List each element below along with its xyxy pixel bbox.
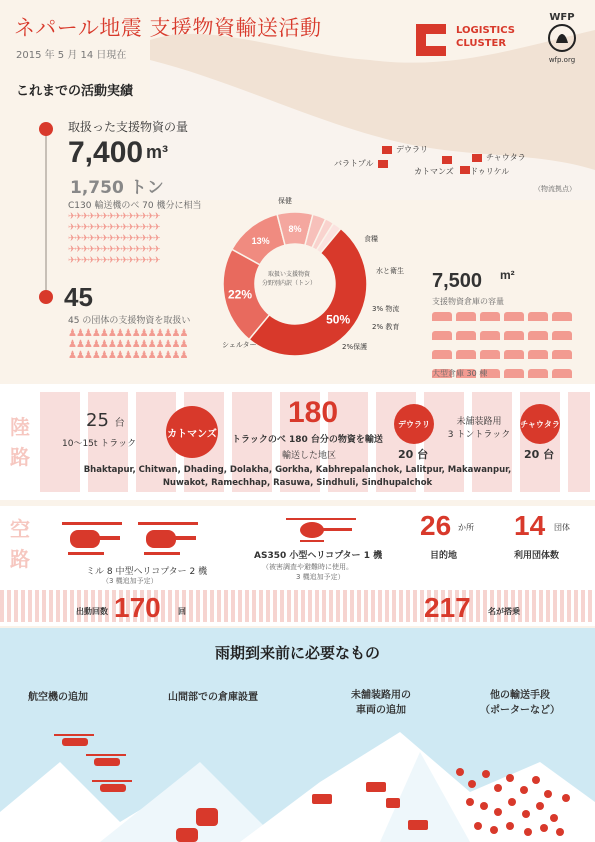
land-big-desc: トラックのべ 180 台分の物資を輸送: [232, 435, 383, 445]
porter-icon: [468, 780, 476, 788]
city-kathmandu: カトマンズ: [414, 167, 454, 176]
need-porters-line-1: 他の輸送手段: [490, 690, 550, 701]
porter-icon: [456, 768, 464, 776]
donut-center-label: [257, 270, 321, 288]
warehouse-grid-icon: [480, 312, 500, 321]
warehouse-grid-icon: [552, 331, 572, 340]
land-char-2: 路: [10, 445, 30, 469]
volume-value: 7,400: [68, 136, 144, 169]
air-char-2: 路: [10, 547, 30, 571]
needs-heading: 雨期到来前に必要なもの: [214, 644, 380, 662]
donut-cat-logistics: [372, 304, 399, 314]
timeline-line: [45, 130, 47, 290]
warehouse-grid-icon: [552, 350, 572, 359]
warehouse-icon: [378, 160, 388, 168]
unpaved-line-2: 3 トントラック: [447, 430, 511, 440]
air-char-1: 空: [10, 517, 30, 541]
volume-unit: m³: [146, 142, 168, 162]
timeline-dot-1: [39, 122, 53, 136]
warehouse-grid-icon: [504, 350, 524, 359]
warehouse-grid-icon: [480, 331, 500, 340]
porter-icon: [508, 798, 516, 806]
dest-label: 目的地: [430, 551, 458, 561]
need-porters-line-2: （ポーターなど）: [480, 705, 560, 716]
warehouse-grid-icon: [432, 331, 452, 340]
porter-icon: [550, 814, 558, 822]
logistics-cluster-icon: [408, 16, 454, 62]
chautara-count: 20 台: [524, 448, 555, 461]
districts-label: 輸送した地区: [282, 451, 337, 461]
air-section: [0, 506, 595, 626]
porter-icon: [544, 790, 552, 798]
warehouse-grid-icon: [552, 369, 572, 378]
warehouse-grid-icon: [480, 350, 500, 359]
warehouse-grid-icon: [504, 369, 524, 378]
date-label: 2015 年 5 月 14 日現在: [16, 50, 127, 61]
land-big-number: 180: [288, 396, 339, 429]
mi8-helicopter-icon: [62, 518, 202, 564]
flights-label: 出動回数: [76, 607, 108, 616]
wfp-logo: [540, 12, 584, 64]
logistics-cluster-text: [456, 24, 515, 50]
need-vehicles-line-2: 車両の追加: [356, 705, 406, 716]
orgs-label: 45 の団体の支援物資を取扱い: [68, 316, 191, 326]
porter-icon: [480, 802, 488, 810]
warehouse-grid-icon: [432, 350, 452, 359]
porter-icon: [494, 784, 502, 792]
chautara-badge: チャウタラ: [520, 404, 560, 444]
donut-cat-shelter: シェルター: [222, 341, 257, 349]
warehouse-unit: m²: [500, 268, 515, 282]
donut-cat-education: [372, 322, 399, 332]
warehouse-grid-icon: [456, 331, 476, 340]
warehouse-value: 7,500: [432, 270, 483, 292]
deurali-count: 20 台: [398, 448, 429, 461]
results-heading: これまでの活動実績: [16, 84, 134, 99]
donut-center-line-2: 分野別内訳（トン）: [261, 280, 316, 287]
warehouse-grid-icon: [432, 312, 452, 321]
warehouse-icon: [382, 146, 392, 154]
districts-line-1: Bhaktapur, Chitwan, Dhading, Dolakha, Gorkha, Kabhrepalanchok, Lalitpur, Makawanpur,: [83, 465, 512, 475]
warehouse-grid-icon: [528, 331, 548, 340]
dest-value: 26: [420, 510, 452, 541]
tons-value: 1,750 トン: [70, 178, 164, 198]
warehouse-grid-icon: [456, 350, 476, 359]
air-band-label: [10, 514, 30, 574]
donut-label-3: 8%: [288, 224, 302, 234]
warehouse-grid-icon: [528, 312, 548, 321]
porter-icon: [562, 794, 570, 802]
warehouse-grid-icon: [552, 312, 572, 321]
porter-icon: [490, 826, 498, 834]
porter-icon: [506, 822, 514, 830]
passengers-label: 名が搭乗: [488, 607, 520, 616]
kathmandu-badge: カトマンズ: [166, 406, 218, 458]
wfp-text: WFP: [549, 12, 575, 23]
needs-section: [0, 628, 595, 842]
porter-icon: [506, 774, 514, 782]
donut-label-1: 22%: [227, 287, 253, 302]
passengers-value: 217: [424, 592, 471, 623]
dest-unit: か所: [458, 523, 474, 532]
porter-icon: [474, 822, 482, 830]
warehouse-label: 支援物資倉庫の容量: [432, 297, 504, 306]
orgs-air-unit: 団体: [554, 523, 570, 532]
need-aircraft: 航空機の追加: [28, 692, 88, 703]
volume-label: 取扱った支援物資の量: [68, 120, 189, 134]
nepal-map: [150, 0, 595, 200]
donut-cat-protection: [342, 342, 367, 352]
trucks-desc: 10～15t トラック: [62, 439, 137, 449]
mi8-note: （3 機追加予定）: [102, 577, 158, 585]
orgs-air-value: 14: [514, 510, 546, 541]
warehouse-grid-icon: [528, 350, 548, 359]
donut-pct-logistics: 3%: [372, 305, 384, 313]
porter-icon: [524, 828, 532, 836]
logistics-cluster-logo: [408, 16, 454, 66]
orgs-value: 45: [64, 282, 93, 312]
land-band-label: [10, 412, 30, 472]
mountains-illustration: [0, 702, 595, 842]
warehouse-icon: [442, 156, 452, 164]
depot-legend: （物流拠点）: [534, 185, 576, 193]
flights-unit: 回: [178, 607, 186, 616]
warehouse-grid-icon: [504, 312, 524, 321]
porter-icon: [556, 828, 564, 836]
warehouse-grid-icon: [504, 331, 524, 340]
as350-note-2: 3 機追加予定）: [296, 573, 345, 581]
page-title: ネパール地震 支援物資輸送活動: [14, 16, 322, 40]
donut-cat-wash: 水と衛生: [376, 267, 404, 275]
timeline-dot-2: [39, 290, 53, 304]
donut-center-line-1: 取扱い支援物資: [267, 271, 310, 278]
donut-name-education: 教育: [385, 323, 400, 331]
wfp-url: wfp.org: [548, 56, 576, 64]
city-dhulikhel: ドゥリケル: [470, 167, 510, 176]
donut-label-2: 13%: [251, 235, 270, 246]
porter-icon: [522, 810, 530, 818]
warehouse-grid-icon: [456, 312, 476, 321]
org-people-icons: ♟♟♟♟♟♟♟♟♟♟♟♟♟♟♟ ♟♟♟♟♟♟♟♟♟♟♟♟♟♟♟ ♟♟♟♟♟♟♟♟♟♟♟♟♟♟♟: [68, 328, 188, 361]
donut-pct-protection: 2%: [342, 343, 354, 351]
orgs-air-label: 利用団体数: [514, 551, 560, 561]
unpaved-label: [444, 414, 514, 440]
c130-label: C130 輸送機のべ 70 機分に相当: [68, 201, 202, 211]
warehouse-icon: [472, 154, 482, 162]
mi8-label: ミル 8 中型ヘリコプター 2 機: [86, 567, 208, 577]
as350-helicopter-icon: [286, 516, 358, 546]
city-chautara: チャウタラ: [486, 153, 526, 162]
porter-icon: [532, 776, 540, 784]
logo-line-2: CLUSTER: [456, 38, 507, 49]
donut-pct-education: 2%: [372, 323, 384, 331]
donut-label-0: 50%: [326, 312, 351, 327]
donut-name-logistics: 物流: [385, 305, 400, 313]
warehouse-grid-icon: [528, 369, 548, 378]
porter-icon: [466, 798, 474, 806]
wfp-emblem-icon: [547, 23, 577, 53]
logo-line-1: LOGISTICS: [456, 25, 515, 36]
warehouse-large-label: 大型倉庫 30 棟: [432, 369, 488, 378]
city-bharatpur: バラトプル: [334, 159, 374, 168]
trucks-count: [86, 410, 125, 431]
need-vehicles-line-1: 未舗装路用の: [351, 690, 411, 701]
districts-list: [0, 464, 595, 490]
flights-value: 170: [114, 592, 161, 623]
land-section: [0, 384, 595, 500]
porter-icon: [482, 770, 490, 778]
districts-line-2: Nuwakot, Ramechhap, Rasuwa, Sindhuli, Sindhupalchok: [162, 478, 433, 488]
deurali-badge: デウラリ: [394, 404, 434, 444]
land-char-1: 陸: [10, 415, 30, 439]
as350-label: AS350 小型ヘリコプター 1 機: [254, 551, 383, 561]
plane-icons: ✈✈✈✈✈✈✈✈✈✈✈✈✈✈ ✈✈✈✈✈✈✈✈✈✈✈✈✈✈ ✈✈✈✈✈✈✈✈✈✈✈✈✈✈ ✈✈✈✈✈✈✈✈✈✈✈✈✈✈ ✈✈✈✈✈✈✈✈✈✈✈✈✈✈: [68, 212, 160, 266]
porter-icon: [520, 786, 528, 794]
porter-icon: [540, 824, 548, 832]
porter-icon: [536, 802, 544, 810]
unpaved-line-1: 未舗装路用: [456, 417, 502, 427]
city-deurali: デウラリ: [396, 145, 428, 154]
trucks-count-unit: 台: [114, 418, 125, 429]
as350-note: （被害調査や避難時に使用。: [262, 563, 353, 571]
trucks-count-value: 25: [86, 410, 109, 431]
porter-icon: [494, 808, 502, 816]
donut-cat-food: 食糧: [364, 235, 378, 243]
warehouse-icon: [460, 166, 470, 174]
donut-name-protection: 保護: [353, 343, 368, 351]
donut-cat-health: 保健: [278, 197, 292, 205]
need-warehouse: 山間部での倉庫設置: [168, 692, 258, 703]
